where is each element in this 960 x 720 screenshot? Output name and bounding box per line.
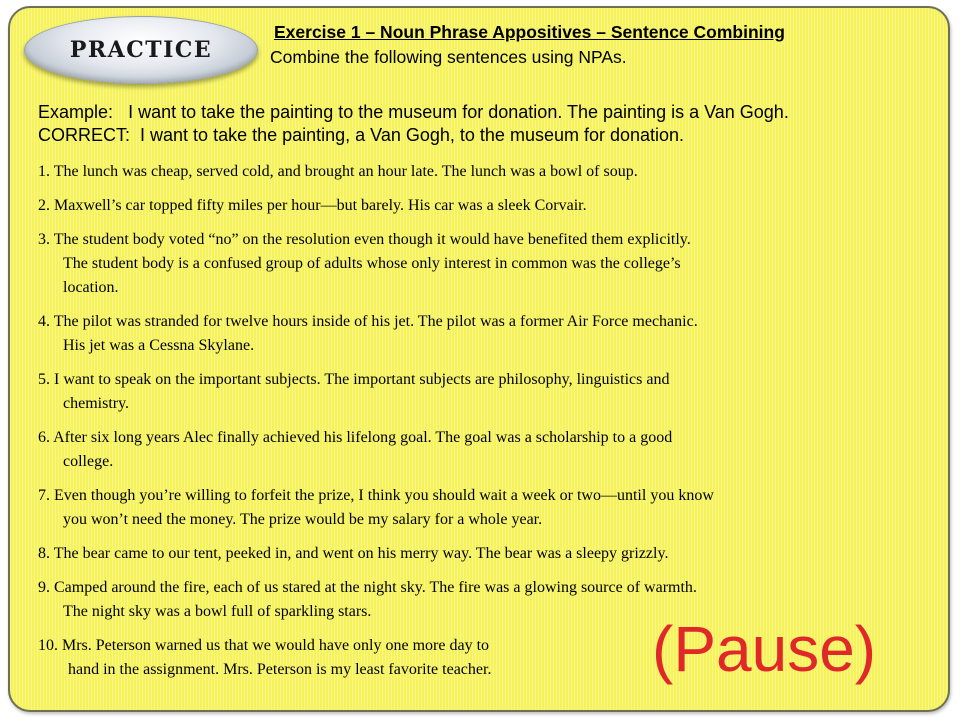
item-line: 9. Camped around the fire, each of us stared at the night sky. The fire was a glowing source of warmth.	[38, 579, 697, 596]
exercise-subtitle: Combine the following sentences using NPAs.	[270, 47, 627, 67]
exercise-item-5	[38, 368, 888, 416]
item-line: 5. I want to speak on the important subjects. The important subjects are philosophy, linguistics and	[38, 371, 670, 388]
correct-text: I want to take the painting, a Van Gogh, to the museum for donation.	[140, 125, 685, 145]
exercise-item-4	[38, 310, 888, 358]
example-text: I want to take the painting to the museum for donation. The painting is a Van Gogh.	[128, 102, 789, 122]
item-line: The night sky was a bowl full of sparkling stars.	[63, 603, 372, 620]
correct-label: CORRECT:	[38, 125, 131, 145]
exercise-item-2	[38, 194, 888, 218]
correct-line	[38, 125, 684, 146]
item-line: His jet was a Cessna Skylane.	[63, 337, 255, 354]
item-line: 4. The pilot was stranded for twelve hours inside of his jet. The pilot was a former Air Force mechanic.	[38, 313, 698, 330]
example-label: Example:	[38, 102, 114, 122]
item-line: 1. The lunch was cheap, served cold, and brought an hour late. The lunch was a bowl of soup.	[38, 163, 638, 180]
item-line: 3. The student body voted “no” on the resolution even though it would have benefited them explicitly.	[38, 231, 691, 248]
item-line: 8. The bear came to our tent, peeked in, and went on his merry way. The bear was a sleepy grizzly.	[38, 545, 669, 562]
exercise-item-7	[38, 484, 888, 532]
item-line: 7. Even though you’re willing to forfeit the prize, I think you should wait a week or two—until you know	[38, 487, 714, 504]
item-line: The student body is a confused group of adults whose only interest in common was the college’s	[63, 255, 681, 272]
pause-label: (Pause)	[652, 613, 877, 685]
item-line: 10. Mrs. Peterson warned us that we would have only one more day to	[38, 637, 490, 654]
item-line: location.	[63, 279, 119, 296]
example-line	[38, 102, 789, 123]
item-line: you won’t need the money. The prize would be my salary for a whole year.	[63, 511, 543, 528]
exercise-item-6	[38, 426, 888, 474]
item-line: 2. Maxwell’s car topped fifty miles per hour—but barely. His car was a sleek Corvair.	[38, 197, 587, 214]
item-line: hand in the assignment. Mrs. Peterson is my least favorite teacher.	[68, 661, 492, 678]
exercise-title: Exercise 1 – Noun Phrase Appositives – Sentence Combining	[274, 22, 785, 42]
exercise-item-3	[38, 228, 888, 300]
item-line: 6. After six long years Alec finally achieved his lifelong goal. The goal was a scholarship to a good	[38, 429, 673, 446]
item-line: chemistry.	[63, 395, 130, 412]
exercise-item-1	[38, 160, 888, 184]
practice-badge	[24, 16, 258, 84]
practice-badge-label: PRACTICE	[69, 37, 213, 63]
exercise-item-8	[38, 542, 888, 566]
item-line: college.	[63, 453, 114, 470]
